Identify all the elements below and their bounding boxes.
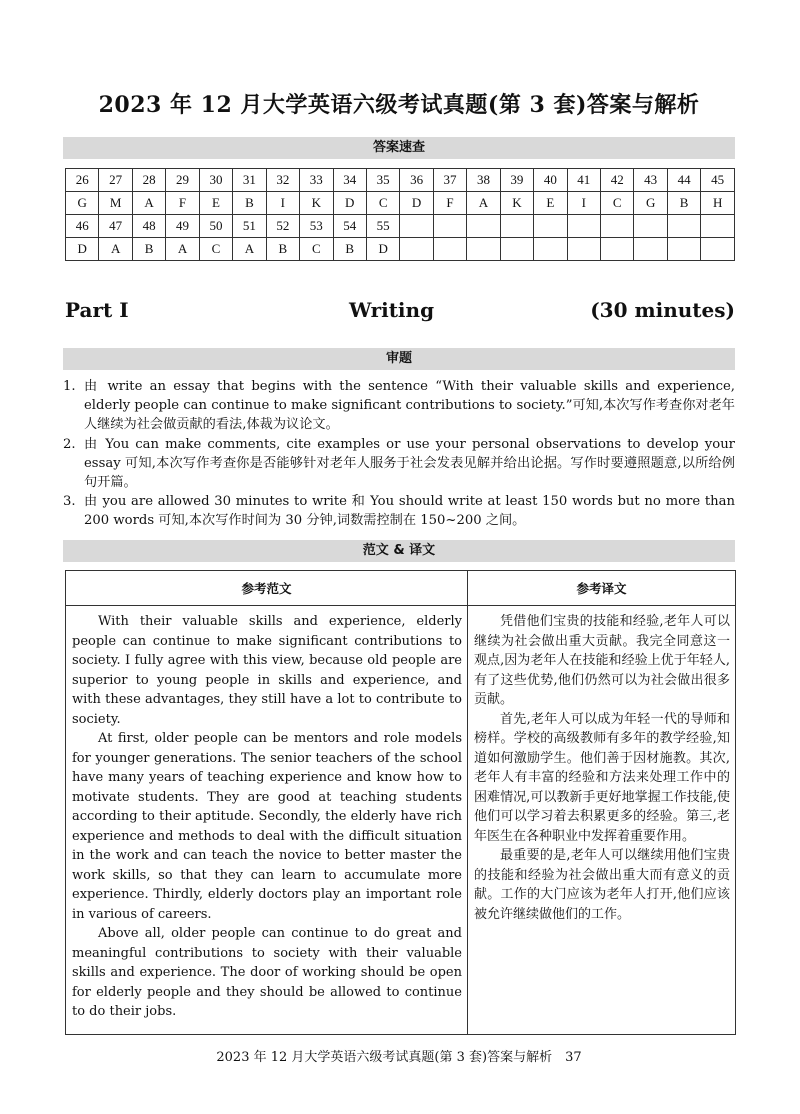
answer-letter-cell: I bbox=[266, 192, 299, 215]
answer-letter-cell: B bbox=[233, 192, 266, 215]
answer-row-numbers bbox=[66, 169, 735, 192]
answer-letter-cell bbox=[634, 238, 667, 261]
answer-number-cell: 50 bbox=[199, 215, 232, 238]
answer-letter-cell: I bbox=[567, 192, 600, 215]
answer-number-cell bbox=[400, 215, 433, 238]
part-label: Part Ⅰ bbox=[65, 298, 129, 322]
answer-number-cell: 30 bbox=[199, 169, 232, 192]
answer-letter-cell: H bbox=[701, 192, 735, 215]
answer-letter-cell bbox=[701, 238, 735, 261]
col-header-essay: 参考范文 bbox=[66, 571, 468, 606]
answer-number-cell: 54 bbox=[333, 215, 366, 238]
answer-letter-cell: K bbox=[300, 192, 333, 215]
answer-letter-cell: G bbox=[66, 192, 99, 215]
answer-letter-cell: B bbox=[667, 192, 700, 215]
answer-number-cell: 32 bbox=[266, 169, 299, 192]
answer-number-cell: 27 bbox=[99, 169, 132, 192]
answer-number-cell: 53 bbox=[300, 215, 333, 238]
answer-letter-cell: F bbox=[433, 192, 466, 215]
answer-number-cell: 42 bbox=[601, 169, 634, 192]
answer-number-cell: 28 bbox=[132, 169, 165, 192]
review-item-number: 3. bbox=[63, 494, 76, 510]
answer-letter-cell bbox=[433, 238, 466, 261]
answer-letter-cell: B bbox=[333, 238, 366, 261]
answer-letter-cell bbox=[601, 238, 634, 261]
answer-letter-cell: C bbox=[366, 192, 399, 215]
answer-number-cell: 36 bbox=[400, 169, 433, 192]
review-item bbox=[63, 435, 735, 493]
answer-letter-cell: E bbox=[534, 192, 567, 215]
review-heading: 审题 bbox=[63, 348, 735, 370]
answer-letter-cell: E bbox=[199, 192, 232, 215]
answer-letter-cell: D bbox=[333, 192, 366, 215]
answer-number-cell: 29 bbox=[166, 169, 199, 192]
answer-letter-cell: B bbox=[132, 238, 165, 261]
answer-letter-cell: D bbox=[400, 192, 433, 215]
answer-letter-cell bbox=[534, 238, 567, 261]
essay-paragraph: With their valuable skills and experience, elderly people can continue to make significant contributions to society. I fully agree with this view, because old people are superior to young people in skills and experience, and with these advantages, they still have a lot to contribute to society. bbox=[72, 614, 462, 727]
answer-number-cell: 49 bbox=[166, 215, 199, 238]
answer-number-cell bbox=[567, 215, 600, 238]
answer-letter-cell bbox=[467, 238, 500, 261]
answer-number-cell: 43 bbox=[634, 169, 667, 192]
answer-row-letters bbox=[66, 238, 735, 261]
answer-number-cell: 52 bbox=[266, 215, 299, 238]
answer-letter-cell: A bbox=[233, 238, 266, 261]
answer-number-cell: 39 bbox=[500, 169, 533, 192]
answer-letter-cell bbox=[500, 238, 533, 261]
answer-letter-cell: C bbox=[300, 238, 333, 261]
answer-number-cell: 41 bbox=[567, 169, 600, 192]
answer-number-cell bbox=[534, 215, 567, 238]
review-item-number: 1. bbox=[63, 379, 76, 394]
answer-number-cell: 35 bbox=[366, 169, 399, 192]
translation-cell bbox=[468, 606, 736, 1035]
review-item-text: 由 write an essay that begins with the sentence “With their valuable skills and experience, elderly people can continue to make significant contributions to society.”可知,本次写作考查你对老年人继续为社会做贡献的看法,体裁为议论文。 bbox=[84, 379, 735, 433]
review-item-text: 由 you are allowed 30 minutes to write 和 You should write at least 150 words but no more than 200 words 可知,本次写作时间为 30 分钟,词数需控制在 150~200 之间。 bbox=[84, 494, 735, 529]
answer-number-cell: 34 bbox=[333, 169, 366, 192]
answer-letter-cell bbox=[400, 238, 433, 261]
section-title: Writing bbox=[349, 298, 435, 322]
essay-paragraph: At first, older people can be mentors and role models for younger generations. The senior teachers of the school have many years of teaching experience and know how to motivate students. They are good at teaching students according to their aptitude. Secondly, the elderly have rich experience and methods to deal with the difficult situation in the work and can teach the novice to better master the work skills, so that they can learn to accumulate more experience. Thirdly, elderly doctors play an important role in various of careers. bbox=[72, 731, 462, 922]
sample-heading: 范文 & 译文 bbox=[63, 540, 735, 562]
translation-paragraph: 凭借他们宝贵的技能和经验,老年人可以继续为社会做出重大贡献。我完全同意这一观点,因为老年人在技能和经验上优于年轻人,有了这些优势,他们仍然可以为社会做出很多贡献。 bbox=[474, 614, 730, 707]
answer-number-cell: 37 bbox=[433, 169, 466, 192]
page-title: 2023 年 12 月大学英语六级考试真题(第 3 套)答案与解析 bbox=[98, 92, 700, 118]
page-footer: 2023 年 12 月大学英语六级考试真题(第 3 套)答案与解析 37 bbox=[216, 1050, 582, 1065]
sample-table bbox=[65, 570, 736, 1035]
answer-row-letters bbox=[66, 192, 735, 215]
answer-number-cell: 38 bbox=[467, 169, 500, 192]
answer-letter-cell: A bbox=[99, 238, 132, 261]
answer-letter-cell: G bbox=[634, 192, 667, 215]
answer-letter-cell: C bbox=[199, 238, 232, 261]
review-item-number: 2. bbox=[63, 436, 76, 452]
review-item-text: 由 You can make comments, cite examples or use your personal observations to develop your essay 可知,本次写作考查你是否能够针对老年人服务于社会发表见解并给出论据。写作时要遵照题意,以所给例句开篇。 bbox=[84, 436, 735, 491]
answer-number-cell bbox=[500, 215, 533, 238]
part-header bbox=[63, 296, 735, 326]
section-time: (30 minutes) bbox=[590, 298, 735, 322]
answer-number-cell: 48 bbox=[132, 215, 165, 238]
review-item bbox=[63, 377, 735, 435]
answer-number-cell bbox=[433, 215, 466, 238]
answer-letter-cell bbox=[567, 238, 600, 261]
answer-letter-cell: C bbox=[601, 192, 634, 215]
answer-number-cell bbox=[667, 215, 700, 238]
review-list bbox=[63, 377, 735, 531]
answer-letter-cell: K bbox=[500, 192, 533, 215]
answer-number-cell: 26 bbox=[66, 169, 99, 192]
answer-letter-cell: D bbox=[66, 238, 99, 261]
answer-number-cell: 31 bbox=[233, 169, 266, 192]
answer-number-cell: 55 bbox=[366, 215, 399, 238]
answer-row-numbers bbox=[66, 215, 735, 238]
answer-letter-cell bbox=[667, 238, 700, 261]
answer-number-cell: 51 bbox=[233, 215, 266, 238]
answer-key-table bbox=[65, 168, 735, 261]
answer-letter-cell: A bbox=[166, 238, 199, 261]
answer-letter-cell: A bbox=[467, 192, 500, 215]
answer-letter-cell: B bbox=[266, 238, 299, 261]
answer-letter-cell: A bbox=[132, 192, 165, 215]
answer-number-cell: 44 bbox=[667, 169, 700, 192]
answer-number-cell: 33 bbox=[300, 169, 333, 192]
essay-paragraph: Above all, older people can continue to do great and meaningful contributions to society with their valuable skills and experience. The door of working should be open for elderly people and they should be allowed to continue to do their jobs. bbox=[72, 926, 462, 1019]
answer-number-cell: 46 bbox=[66, 215, 99, 238]
translation-paragraph: 首先,老年人可以成为年轻一代的导师和榜样。学校的高级教师有多年的教学经验,知道如何激励学生。他们善于因材施教。其次,老年人有丰富的经验和方法来处理工作中的困难情况,可以教新手更好地掌握工作技能,使他们可以学习着去积累更多的经验。第三,老年医生在各种职业中发挥着重要作用。 bbox=[474, 711, 730, 844]
answer-letter-cell: F bbox=[166, 192, 199, 215]
answer-number-cell bbox=[634, 215, 667, 238]
answer-number-cell: 47 bbox=[99, 215, 132, 238]
essay-cell bbox=[66, 606, 468, 1035]
col-header-translation: 参考译文 bbox=[468, 571, 736, 606]
answer-number-cell: 45 bbox=[701, 169, 735, 192]
answer-number-cell: 40 bbox=[534, 169, 567, 192]
answer-letter-cell: M bbox=[99, 192, 132, 215]
review-item bbox=[63, 492, 735, 530]
answer-number-cell bbox=[467, 215, 500, 238]
answer-number-cell bbox=[601, 215, 634, 238]
answer-key-heading: 答案速查 bbox=[63, 137, 735, 159]
answer-number-cell bbox=[701, 215, 735, 238]
translation-paragraph: 最重要的是,老年人可以继续用他们宝贵的技能和经验为社会做出重大而有意义的贡献。工作的大门应该为老年人打开,他们应该被允许继续做他们的工作。 bbox=[474, 848, 730, 922]
answer-letter-cell: D bbox=[366, 238, 399, 261]
